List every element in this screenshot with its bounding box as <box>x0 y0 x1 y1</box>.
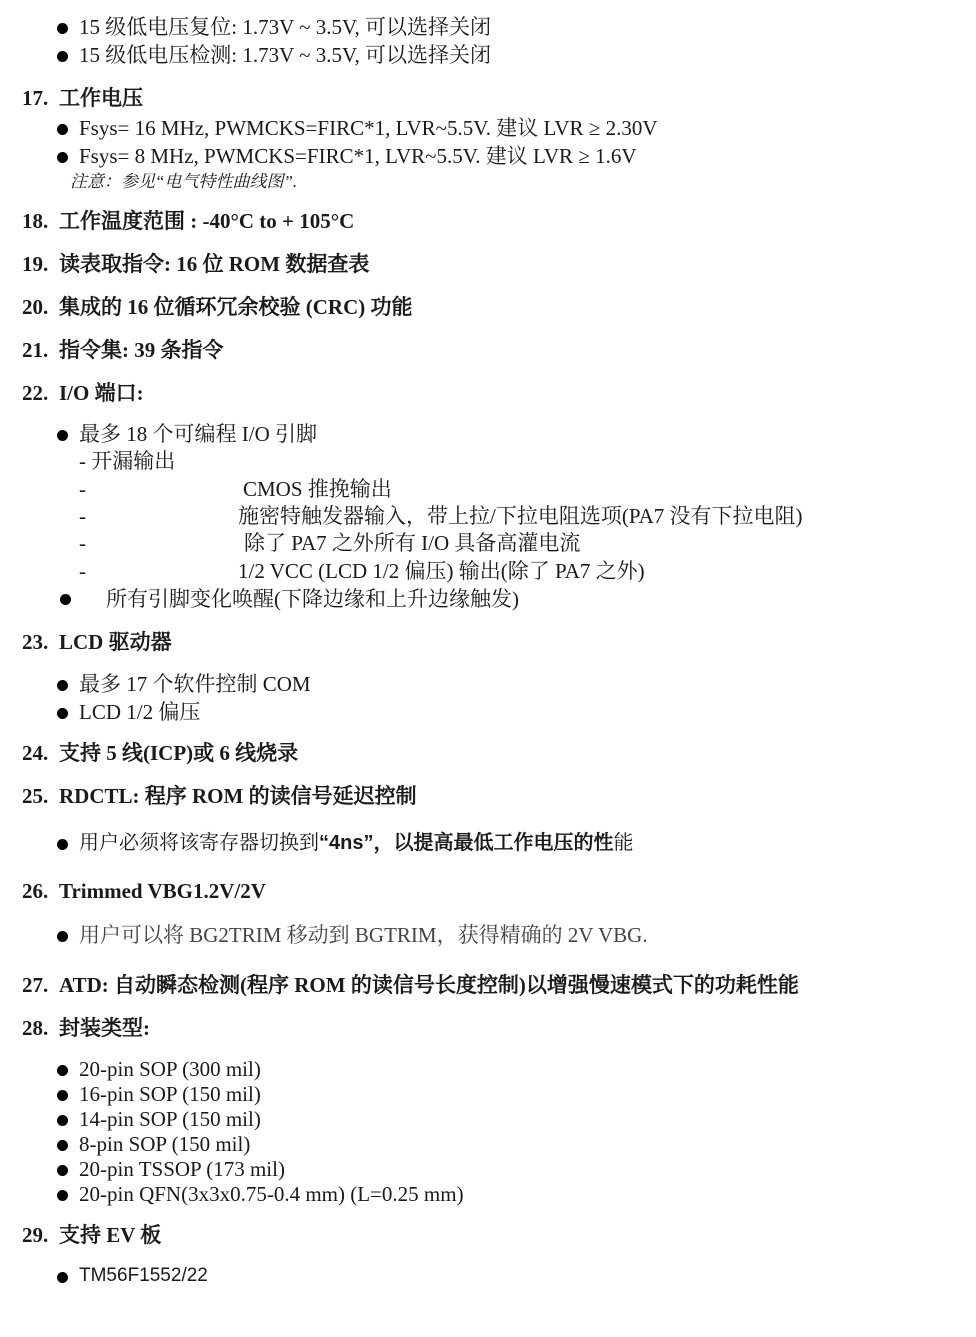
list-item: Fsys= 8 MHz, PWMCKS=FIRC*1, LVR~5.5V. 建议 LVR ≥ 1.6V <box>79 144 637 168</box>
section-heading <box>22 972 799 998</box>
list-item: 用户可以将 BG2TRIM 移动到 BGTRIM，获得精确的 2V VBG. <box>79 923 648 947</box>
section-title: ATD: 自动瞬态检测(程序 ROM 的读信号长度控制)以增强慢速模式下的功耗性能 <box>59 973 799 997</box>
list-item: 20-pin SOP (300 mil) <box>79 1057 261 1081</box>
section-number: 22. <box>22 381 49 405</box>
section-title: 工作温度范围 : -40°C to + 105°C <box>59 209 355 233</box>
list-item: Fsys= 16 MHz, PWMCKS=FIRC*1, LVR~5.5V. 建议 LVR ≥ 2.30V <box>79 116 658 140</box>
section-title: LCD 驱动器 <box>59 630 172 654</box>
bullet-icon <box>60 594 71 605</box>
section-title: I/O 端口: <box>59 381 144 405</box>
section-number: 21. <box>22 338 49 362</box>
sub-item-dash: - <box>79 531 86 555</box>
section-title: 支持 5 线(ICP)或 6 线烧录 <box>59 741 299 765</box>
section-title: 工作电压 <box>59 86 143 110</box>
item-emphasis: “4ns”，以提高最低工作电压的性 <box>319 832 614 854</box>
section-heading <box>22 783 417 809</box>
list-item: 20-pin TSSOP (173 mil) <box>79 1157 285 1181</box>
section-number: 17. <box>22 86 49 110</box>
section-title: 集成的 16 位循环冗余校验 (CRC) 功能 <box>59 295 413 319</box>
list-item: TM56F1552/22 <box>79 1263 208 1289</box>
list-item: 最多 18 个可编程 I/O 引脚 <box>79 422 317 446</box>
section-heading <box>22 878 266 904</box>
section-heading <box>22 294 412 320</box>
section-title: RDCTL: 程序 ROM 的读信号延迟控制 <box>59 784 417 808</box>
section-number: 29. <box>22 1223 49 1247</box>
section-title: 封装类型: <box>59 1016 150 1040</box>
sub-item: - 开漏输出 <box>79 449 176 473</box>
section-heading <box>22 1222 161 1248</box>
sub-item: 施密特触发器输入，带上拉/下拉电阻选项(PA7 没有下拉电阻) <box>238 504 803 528</box>
item-text: 能 <box>613 832 634 854</box>
section-title: Trimmed VBG1.2V/2V <box>59 879 266 903</box>
section-heading <box>22 380 144 406</box>
sub-item-dash: - <box>79 477 86 501</box>
list-item: 所有引脚变化唤醒(下降边缘和上升边缘触发) <box>106 587 519 611</box>
section-number: 27. <box>22 973 49 997</box>
sub-item-dash: - <box>79 559 86 583</box>
section-heading <box>22 629 172 655</box>
sub-item: CMOS 推挽输出 <box>243 477 392 501</box>
section-number: 23. <box>22 630 49 654</box>
list-item: 16-pin SOP (150 mil) <box>79 1082 261 1106</box>
section-heading <box>22 85 143 111</box>
sub-item: 1/2 VCC (LCD 1/2 偏压) 输出(除了 PA7 之外) <box>238 559 645 583</box>
sub-item-dash: - <box>79 504 86 528</box>
sub-item: 除了 PA7 之外所有 I/O 具备高灌电流 <box>244 531 581 555</box>
section-title: 指令集: 39 条指令 <box>59 338 224 362</box>
section-heading <box>22 337 224 363</box>
list-item: 8-pin SOP (150 mil) <box>79 1132 251 1156</box>
section-title: 读表取指令: 16 位 ROM 数据查表 <box>59 252 370 276</box>
section-heading <box>22 251 369 277</box>
section-number: 24. <box>22 741 49 765</box>
section-number: 28. <box>22 1016 49 1040</box>
list-item: LCD 1/2 偏压 <box>79 700 201 724</box>
section-number: 20. <box>22 295 49 319</box>
note-text: 注意：参见“电气特性曲线图”. <box>70 172 298 191</box>
list-item: 20-pin QFN(3x3x0.75-0.4 mm) (L=0.25 mm) <box>79 1182 464 1206</box>
list-item <box>79 830 633 856</box>
list-item: 15 级低电压检测: 1.73V ~ 3.5V, 可以选择关闭 <box>79 43 491 67</box>
section-number: 18. <box>22 209 49 233</box>
section-number: 26. <box>22 879 49 903</box>
list-item: 15 级低电压复位: 1.73V ~ 3.5V, 可以选择关闭 <box>79 15 491 39</box>
section-number: 25. <box>22 784 49 808</box>
section-heading <box>22 208 354 234</box>
list-item: 最多 17 个软件控制 COM <box>79 672 311 696</box>
section-heading <box>22 1015 150 1041</box>
section-number: 19. <box>22 252 49 276</box>
section-heading <box>22 740 298 766</box>
list-item: 14-pin SOP (150 mil) <box>79 1107 261 1131</box>
item-text: 用户必须将该寄存器切换到 <box>79 832 319 854</box>
section-title: 支持 EV 板 <box>59 1223 162 1247</box>
